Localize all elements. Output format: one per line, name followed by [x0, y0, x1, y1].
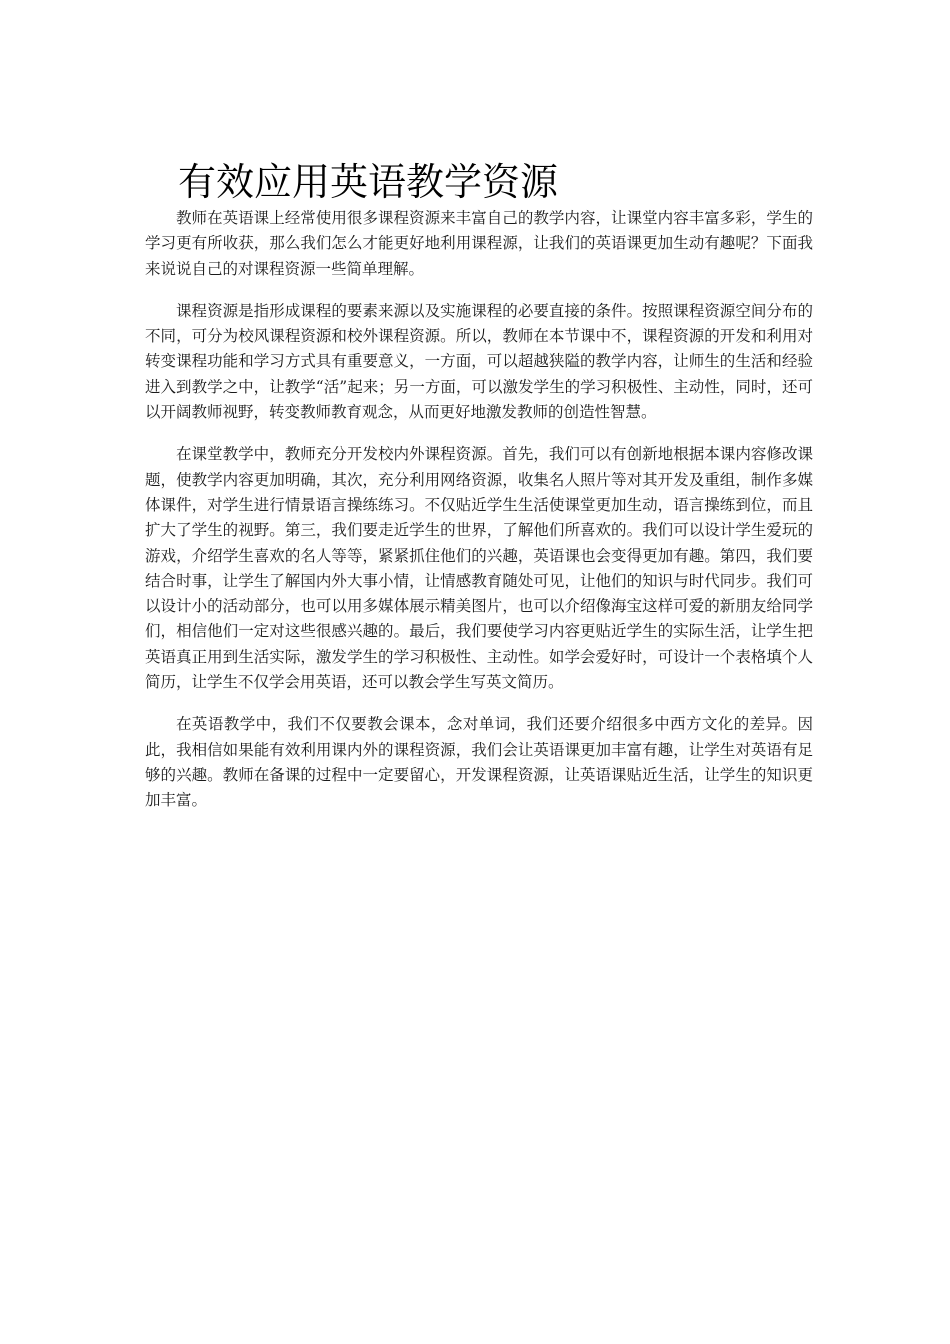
document-title: 有效应用英语教学资源 — [178, 160, 559, 204]
paragraph-4: 在英语教学中，我们不仅要教会课本，念对单词，我们还要介绍很多中西方文化的差异。因此，我相信如果能有效利用课内外的课程资源，我们会让英语课更加丰富有趣，让学生对英语有足够的兴趣。教师在备课的过程中一定要留心，开发课程资源，让英语课贴近生活，让学生的知识更加丰富。 — [145, 715, 813, 810]
paragraph-1: 教师在英语课上经常使用很多课程资源来丰富自己的教学内容，让课堂内容丰富多彩，学生的学习更有所收获，那么我们怎么才能更好地利用课程源，让我们的英语课更加生动有趣呢？下面我来说说自己的对课程资源一些简单理解。 — [145, 209, 813, 278]
paragraph-2: 课程资源是指形成课程的要素来源以及实施课程的必要直接的条件。按照课程资源空间分布的不同，可分为校风课程资源和校外课程资源。所以，教师在本节课中不，课程资源的开发和利用对转变课程功能和学习方式具有重要意义，一方面，可以超越狭隘的教学内容，让师生的生活和经验进入到教学之中，让教学“活”起来；另一方面，可以激发学生的学习积极性、主动性，同时，还可以开阔教师视野，转变教师教育观念，从而更好地激发教师的创造性智慧。 — [145, 301, 813, 422]
document-body — [145, 206, 813, 831]
paragraph-3: 在课堂教学中，教师充分开发校内外课程资源。首先，我们可以有创新地根据本课内容修改课题，使教学内容更加明确，其次，充分利用网络资源，收集名人照片等对其开发及重组，制作多媒体课件，对学生进行情景语言操练练习。不仅贴近学生生活使课堂更加生动，语言操练到位，而且扩大了学生的视野。第三，我们要走近学生的世界，了解他们所喜欢的。我们可以设计学生爱玩的游戏，介绍学生喜欢的名人等等，紧紧抓住他们的兴趣，英语课也会变得更加有趣。第四，我们要结合时事，让学生了解国内外大事小情，让情感教育随处可见，让他们的知识与时代同步。我们可以设计小的活动部分，也可以用多媒体展示精美图片，也可以介绍像海宝这样可爱的新朋友给同学们，相信他们一定对这些很感兴趣的。最后，我们要使学习内容更贴近学生的实际生活，让学生把英语真正用到生活实际，激发学生的学习积极性、主动性。如学会爱好时，可设计一个表格填个人简历，让学生不仅学会用英语，还可以教会学生写英文简历。 — [145, 445, 813, 692]
